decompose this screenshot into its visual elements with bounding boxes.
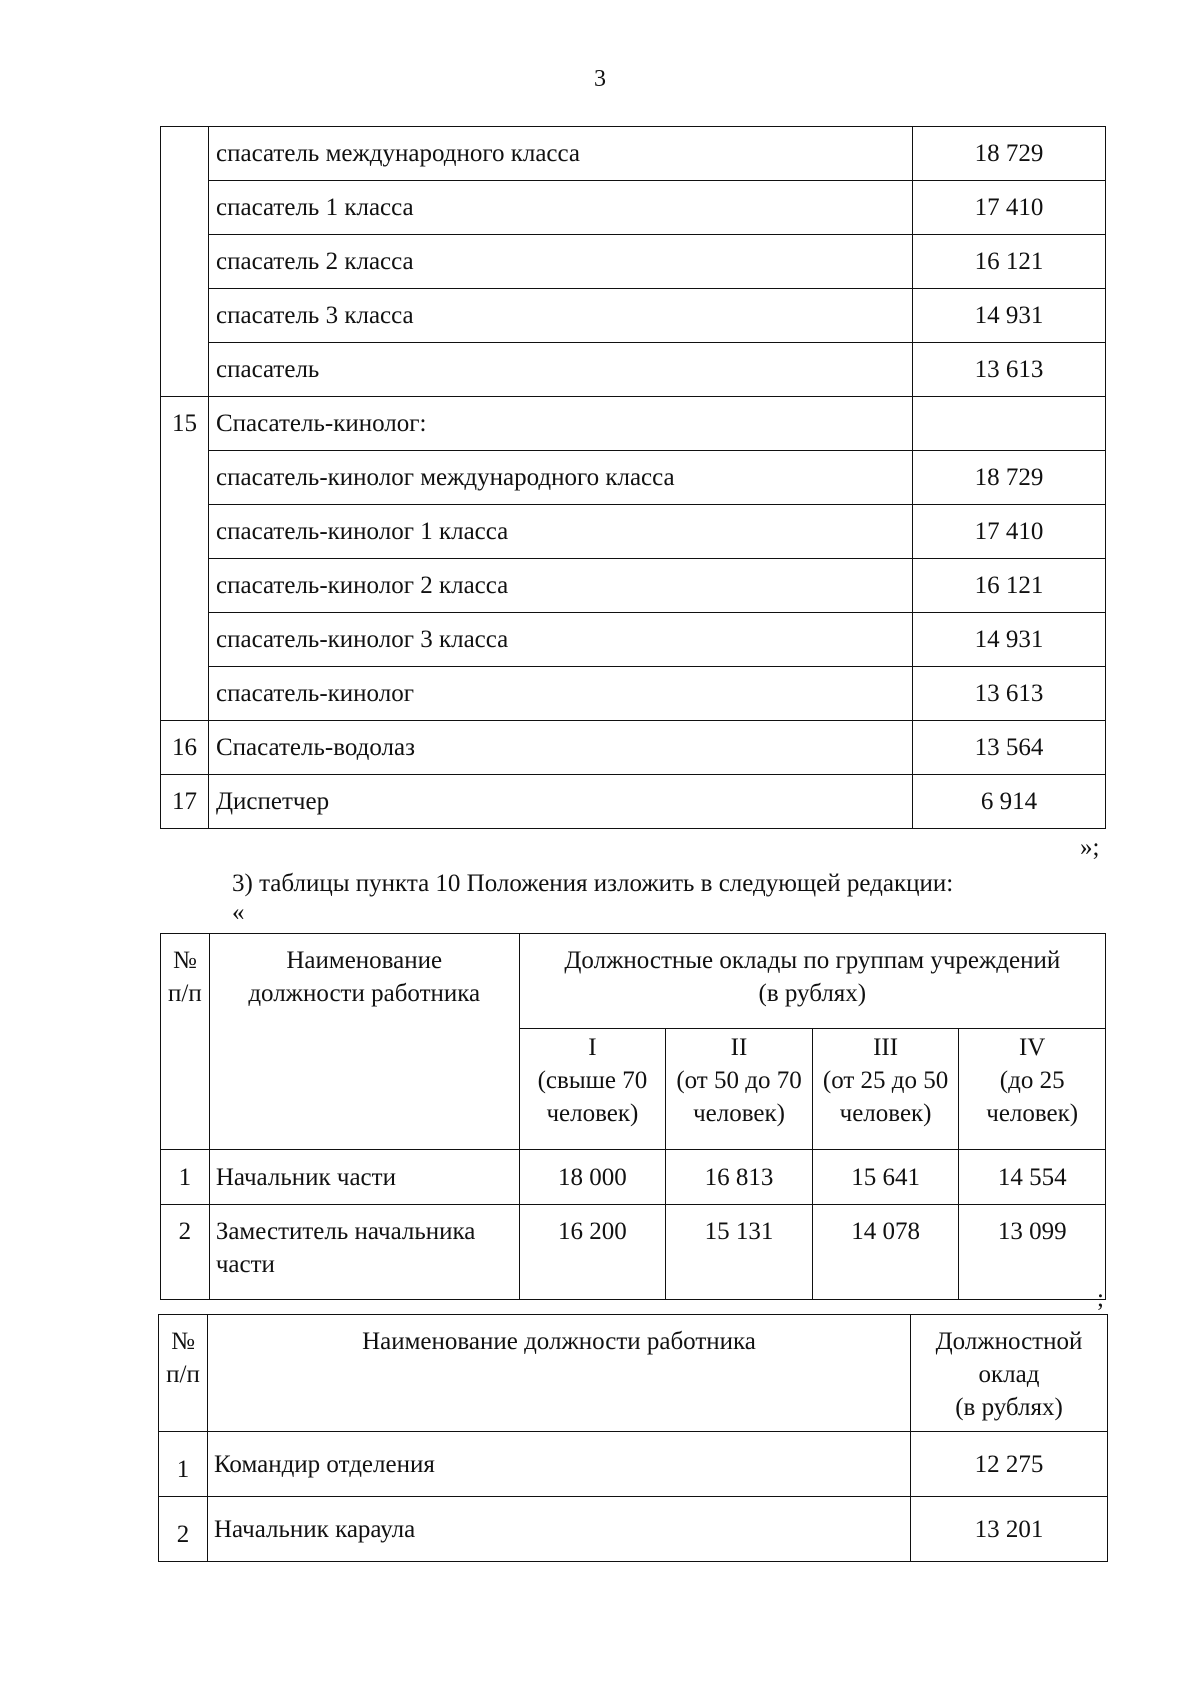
position-name: Начальник части <box>209 1150 519 1205</box>
position-salary-table <box>158 1314 1108 1562</box>
row-number <box>161 559 209 613</box>
header-number <box>159 1315 208 1432</box>
salary-value: 18 729 <box>913 127 1106 181</box>
salary-value: 13 201 <box>911 1497 1108 1562</box>
position-name: Начальник караула <box>208 1497 911 1562</box>
salary-value: 14 931 <box>913 289 1106 343</box>
table-row <box>161 613 1106 667</box>
salary-value: 16 121 <box>913 559 1106 613</box>
header-salary-line3: (в рублях) <box>955 1394 1063 1421</box>
salary-value: 14 078 <box>812 1205 959 1300</box>
header-salary <box>911 1315 1108 1432</box>
salary-value: 16 121 <box>913 235 1106 289</box>
position-name: спасатель-кинолог 1 класса <box>209 505 913 559</box>
row-number: 1 <box>159 1432 208 1497</box>
header-salary-line2: оклад <box>978 1361 1040 1388</box>
position-name: спасатель-кинолог 3 класса <box>209 613 913 667</box>
salary-value: 13 613 <box>913 667 1106 721</box>
header-groups-line1: Должностные оклады по группам учреждений <box>564 947 1061 974</box>
group-range: (от 25 до 50 <box>822 1067 949 1094</box>
header-number-line2: п/п <box>168 980 202 1007</box>
group-header <box>519 1029 666 1150</box>
salary-value: 12 275 <box>911 1432 1108 1497</box>
table-header-row <box>159 1315 1108 1432</box>
row-number <box>161 127 209 181</box>
position-name: Диспетчер <box>209 775 913 829</box>
table-row <box>161 289 1106 343</box>
row-number <box>161 235 209 289</box>
table-row <box>159 1432 1108 1497</box>
group-roman: III <box>873 1034 899 1061</box>
salary-value: 17 410 <box>913 505 1106 559</box>
header-position <box>209 934 519 1150</box>
table-row <box>161 235 1106 289</box>
position-name: спасатель 2 класса <box>209 235 913 289</box>
paragraph-text: 3) таблицы пункта 10 Положения изложить в следующей редакции: <box>232 870 954 897</box>
table-row <box>161 667 1106 721</box>
header-number-line2: п/п <box>166 1361 200 1388</box>
opening-quote: « <box>232 899 245 926</box>
table-row <box>161 343 1106 397</box>
salary-value: 16 200 <box>519 1205 666 1300</box>
salary-value: 14 554 <box>959 1150 1106 1205</box>
position-name: Командир отделения <box>208 1432 911 1497</box>
page-number: 3 <box>594 66 606 92</box>
header-groups <box>519 934 1105 1029</box>
table-row <box>161 397 1106 451</box>
group-unit: человек) <box>839 1100 932 1127</box>
group-header <box>812 1029 959 1150</box>
salary-value: 18 729 <box>913 451 1106 505</box>
header-position-line1: Наименование <box>286 947 443 974</box>
salary-value <box>913 397 1106 451</box>
table-row <box>161 721 1106 775</box>
row-number <box>161 613 209 667</box>
group-unit: человек) <box>693 1100 785 1127</box>
position-name-line2: части <box>215 1251 275 1278</box>
table-row <box>161 1150 1106 1205</box>
position-name: спасатель 1 класса <box>209 181 913 235</box>
salary-value: 15 131 <box>666 1205 813 1300</box>
row-number <box>161 343 209 397</box>
position-name: спасатель-кинолог международного класса <box>209 451 913 505</box>
position-name: спасатель международного класса <box>209 127 913 181</box>
row-number: 17 <box>161 775 209 829</box>
row-number <box>161 289 209 343</box>
table-row <box>161 505 1106 559</box>
header-number-line1: № <box>172 947 197 974</box>
group-roman: IV <box>1018 1034 1046 1061</box>
row-number: 1 <box>161 1150 210 1205</box>
group-range: (до 25 <box>999 1067 1065 1094</box>
salary-value: 16 813 <box>666 1150 813 1205</box>
closing-quote: »; <box>1080 834 1100 861</box>
salary-value: 13 613 <box>913 343 1106 397</box>
salary-value: 6 914 <box>913 775 1106 829</box>
position-name: Спасатель-кинолог: <box>209 397 913 451</box>
salary-value: 13 564 <box>913 721 1106 775</box>
group-header <box>959 1029 1106 1150</box>
header-number <box>161 934 210 1150</box>
row-number: 2 <box>159 1497 208 1562</box>
salary-value: 15 641 <box>812 1150 959 1205</box>
table-row <box>161 1205 1106 1300</box>
table-row <box>159 1497 1108 1562</box>
table-header-row <box>161 934 1106 1029</box>
row-number <box>161 451 209 505</box>
group-range: (от 50 до 70 <box>676 1067 802 1094</box>
group-range: (свыше 70 <box>537 1067 648 1094</box>
group-salary-table <box>160 933 1106 1300</box>
row-number: 15 <box>161 397 209 451</box>
header-position-line2: должности работника <box>248 980 481 1007</box>
position-name <box>209 1205 519 1300</box>
row-number: 2 <box>161 1205 210 1300</box>
header-groups-line2: (в рублях) <box>758 980 867 1007</box>
position-name: спасатель-кинолог <box>209 667 913 721</box>
salary-value: 18 000 <box>519 1150 666 1205</box>
table-row <box>161 559 1106 613</box>
position-name: Спасатель-водолаз <box>209 721 913 775</box>
group-unit: человек) <box>986 1100 1079 1127</box>
salary-value: 13 099 <box>959 1205 1106 1300</box>
salary-table-continued <box>160 126 1106 829</box>
position-name: спасатель 3 класса <box>209 289 913 343</box>
header-salary-line1: Должностной <box>935 1328 1083 1355</box>
semicolon: ; <box>1097 1285 1104 1312</box>
group-roman: I <box>588 1034 597 1061</box>
row-number <box>161 667 209 721</box>
table-row <box>161 127 1106 181</box>
row-number <box>161 181 209 235</box>
row-number: 16 <box>161 721 209 775</box>
group-roman: II <box>730 1034 748 1061</box>
header-number-line1: № <box>171 1328 195 1355</box>
table-row <box>161 181 1106 235</box>
header-position: Наименование должности работника <box>208 1315 911 1432</box>
salary-value: 14 931 <box>913 613 1106 667</box>
table-row <box>161 451 1106 505</box>
position-name: спасатель <box>209 343 913 397</box>
group-header <box>666 1029 813 1150</box>
position-name: спасатель-кинолог 2 класса <box>209 559 913 613</box>
table-row <box>161 775 1106 829</box>
position-name-line1: Заместитель начальника <box>215 1218 476 1245</box>
row-number <box>161 505 209 559</box>
salary-value: 17 410 <box>913 181 1106 235</box>
group-unit: человек) <box>546 1100 639 1127</box>
